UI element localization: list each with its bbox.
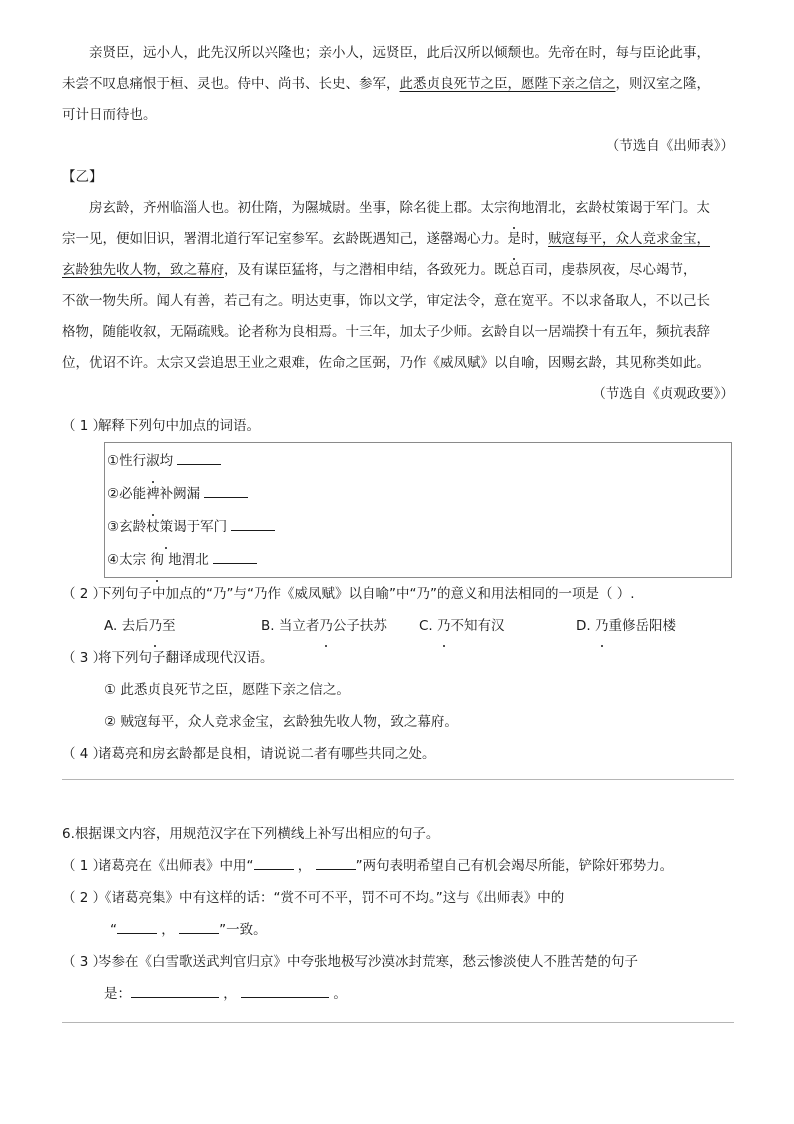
dotted-char: 徇 — [508, 193, 522, 224]
q6-title: 6.根据课文内容，用规范汉字在下列横线上补写出相应的句子。 — [62, 826, 440, 842]
passage-a-line-3: 可计日而待也。 — [62, 107, 157, 123]
passage-b — [62, 162, 734, 410]
passage-b-line-4: 不欲一物失所。闻人有善，若己有之。明达吏事，饰以文学，审定法令，意在宽平。不以求备取人，不以己长 — [62, 293, 710, 309]
vocab-item-3: ③玄龄杖策谒于军门 — [107, 511, 731, 544]
vocab-item-2: ②必能裨补阙漏 — [107, 478, 731, 511]
answer-blank[interactable] — [241, 983, 329, 998]
passage-b-line-1: 房玄龄，齐州临淄人也。初仕隋，为隰城尉。坐事，除名徙上郡。太宗徇地渭北，玄龄杖策谒于军门。太 — [62, 193, 734, 224]
answer-blank[interactable] — [316, 855, 356, 870]
option-a[interactable]: A. 去后乃至 — [104, 610, 176, 642]
passage-b-line-5: 格物，随能收叙，无隔疏贱。论者称为良相焉。十三年，加太子少师。玄龄自以一居端揆十有五年，频抗表辞 — [62, 324, 710, 340]
answer-blank[interactable] — [117, 919, 157, 934]
question-6 — [62, 818, 734, 1010]
q5-sub-1: （ 1 ）解释下列句中加点的词语。 — [62, 418, 260, 434]
document-page — [62, 38, 734, 1023]
answer-blank[interactable] — [254, 855, 294, 870]
vocab-item-1: ①性行淑均 — [107, 445, 731, 478]
section-divider — [62, 1022, 734, 1023]
answer-blank[interactable] — [204, 483, 248, 498]
passage-a-line-2: 未尝不叹息痛恨于桓、灵也。侍中、尚书、长史、参军，此悉贞良死节之臣，愿陛下亲之信之，则汉室之隆， — [62, 76, 710, 92]
vocab-box — [104, 442, 732, 578]
q6-sub-2-cont: “ ， ”一致。 — [104, 914, 734, 946]
passage-a — [62, 38, 734, 162]
underlined-sentence: 贼寇每平，众人竞求金宝， — [548, 231, 710, 247]
dotted-char: 是 — [508, 224, 522, 255]
q6-sub-3: （ 3 ）岑参在《白雪歌送武判官归京》中夸张地极写沙漠冰封荒寒，愁云惨淡使人不胜苦楚的句子 — [62, 954, 638, 970]
passage-b-source: （节选自《贞观政要》） — [592, 386, 734, 402]
translate-item-2: ② 贼寇每平，众人竞求金宝，玄龄独先收人物，致之幕府。 — [104, 714, 458, 730]
q6-sub-1: （ 1 ）诸葛亮在《出师表》中用“ ， ”两句表明希望自己有机会竭尽所能，铲除奸邪势力。 — [62, 850, 734, 882]
choice-options — [104, 610, 734, 642]
vocab-item-4: ④太宗 徇 地渭北 — [107, 544, 731, 577]
q5-sub-3: （ 3 ）将下列句子翻译成现代汉语。 — [62, 650, 274, 666]
underlined-sentence: 此悉贞良死节之臣，愿陛下亲之信之 — [399, 76, 616, 92]
q6-sub-3-cont: 是： ， 。 — [104, 978, 734, 1010]
passage-b-line-6: 位，优诏不许。太宗又尝追思王业之艰难，佐命之匡弼，乃作《威凤赋》以自喻，因赐玄龄，其见称类如此。 — [62, 355, 710, 371]
passage-b-heading: 【乙】 — [62, 169, 103, 185]
q5-sub-2: （ 2 ）下列句子中加点的“乃”与“乃作《威凤赋》以自喻”中“乃”的意义和用法相同的一项是（ ）. — [62, 586, 635, 602]
option-c[interactable]: C. 乃不知有汉 — [419, 610, 505, 642]
answer-blank[interactable] — [177, 450, 221, 465]
translate-item-1: ① 此悉贞良死节之臣，愿陛下亲之信之。 — [104, 682, 350, 698]
option-b[interactable]: B. 当立者乃公子扶苏 — [261, 610, 387, 642]
underlined-sentence: 玄龄独先收人物，致之幕府 — [62, 262, 224, 278]
q6-sub-2: （ 2 ）《诸葛亮集》中有这样的话：“赏不可不平，罚不可不均。”这与《出师表》中的 — [62, 890, 565, 906]
answer-blank[interactable] — [131, 983, 219, 998]
option-d[interactable]: D. 乃重修岳阳楼 — [576, 610, 676, 642]
passage-a-line-1: 亲贤臣，远小人，此先汉所以兴隆也；亲小人，远贤臣，此后汉所以倾颓也。先帝在时，每与臣论此事， — [89, 45, 710, 61]
q5-sub-4: （ 4 ）诸葛亮和房玄龄都是良相，请说说二者有哪些共同之处。 — [62, 746, 436, 762]
answer-blank[interactable] — [231, 516, 275, 531]
passage-b-line-3: 玄龄独先收人物，致之幕府，及有谋臣猛将，与之潜相申结，各致死力。既总百司，虔恭夙夜，尽心竭节， — [62, 262, 697, 278]
answer-blank[interactable] — [179, 919, 219, 934]
question-5 — [62, 410, 734, 770]
passage-b-line-2: 宗一见，便如旧识，署渭北道行军记室参军。玄龄既遇知己，遂罄竭心力。是时，贼寇每平，众人竞求金宝， — [62, 224, 734, 255]
answer-blank[interactable] — [213, 549, 257, 564]
passage-a-source: （节选自《出师表》） — [605, 138, 734, 154]
